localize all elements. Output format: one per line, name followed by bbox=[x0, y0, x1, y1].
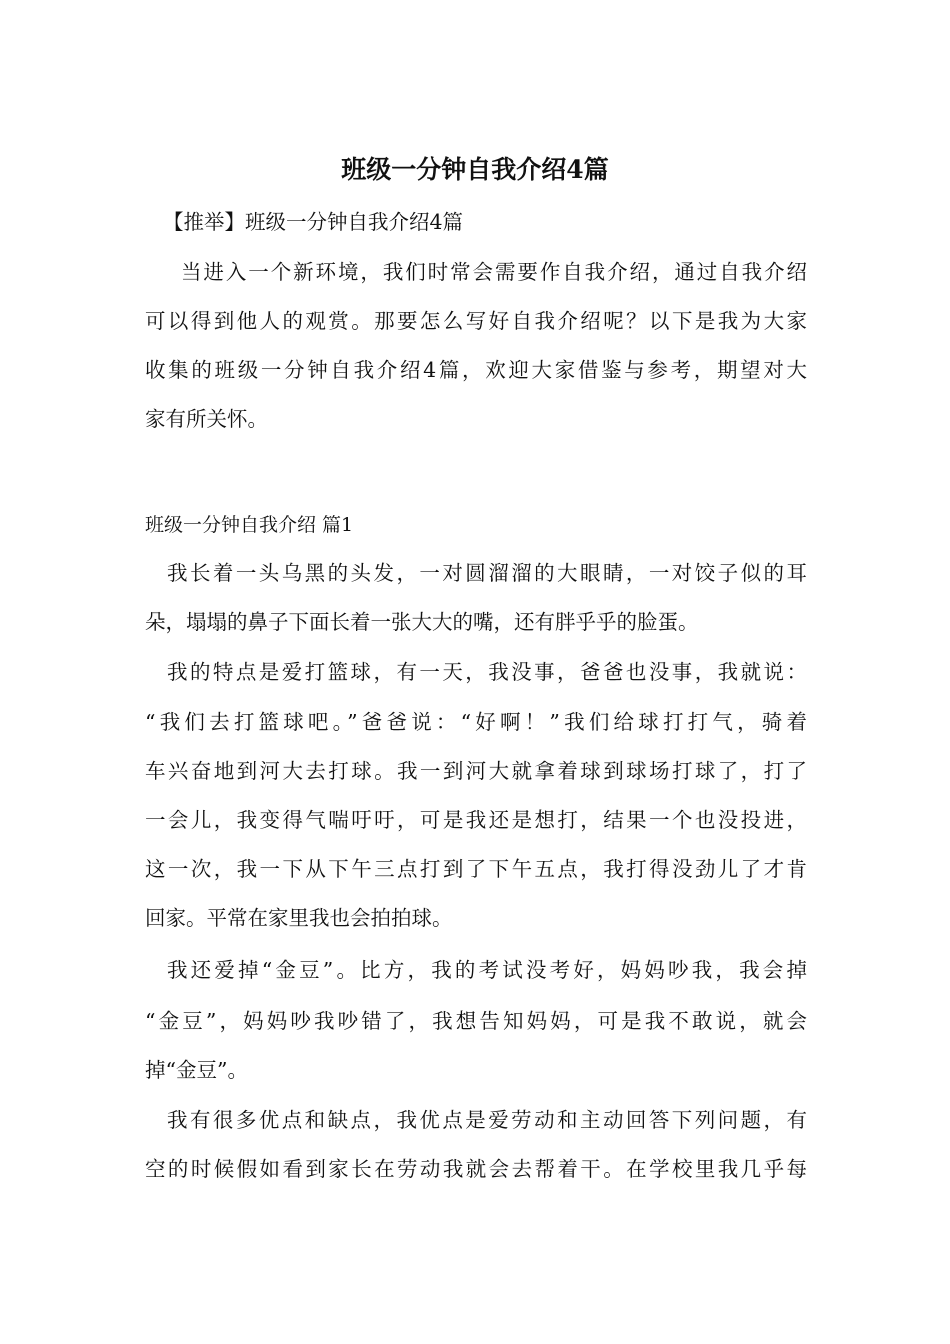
para2-line-1: 我的特点是爱打篮球，有一天，我没事，爸爸也没事，我就说： bbox=[167, 660, 807, 684]
para2-line-2: “我们去打篮球吧。”爸爸说：“好啊！”我们给球打打气，骑着 bbox=[145, 710, 807, 734]
para4-line-2: 空的时候假如看到家长在劳动我就会去帮着干。在学校里我几乎每 bbox=[145, 1157, 807, 1181]
section-heading: 班级一分钟自我介绍 篇1 bbox=[145, 514, 354, 536]
para2-line-6: 回家。平常在家里我也会拍拍球。 bbox=[145, 906, 453, 930]
para3-line-2: “金豆”，妈妈吵我吵错了，我想告知妈妈，可是我不敢说，就会 bbox=[145, 1009, 807, 1033]
para1-line-1: 我长着一头乌黑的头发，一对圆溜溜的大眼睛，一对饺子似的耳 bbox=[167, 561, 807, 585]
para2-line-5: 这一次，我一下从下午三点打到了下午五点，我打得没劲儿了才肯 bbox=[145, 857, 807, 881]
para4-line-1: 我有很多优点和缺点，我优点是爱劳动和主动回答下列问题，有 bbox=[167, 1108, 807, 1132]
para2-line-4: 一会儿，我变得气喘吁吁，可是我还是想打，结果一个也没投进， bbox=[145, 808, 807, 832]
recommend-line: 【推举】班级一分钟自我介绍4篇 bbox=[163, 210, 464, 234]
document-title: 班级一分钟自我介绍4篇 bbox=[341, 155, 609, 184]
para2-line-3: 车兴奋地到河大去打球。我一到河大就拿着球到球场打球了，打了 bbox=[145, 759, 807, 783]
intro-line-3: 收集的班级一分钟自我介绍4篇，欢迎大家借鉴与参考，期望对大 bbox=[145, 358, 807, 382]
intro-line-2: 可以得到他人的观赏。那要怎么写好自我介绍呢？以下是我为大家 bbox=[145, 309, 807, 333]
intro-line-4: 家有所关怀。 bbox=[145, 407, 268, 431]
para3-line-1: 我还爱掉“金豆”。比方，我的考试没考好，妈妈吵我，我会掉 bbox=[167, 958, 807, 982]
para1-line-2: 朵，塌塌的鼻子下面长着一张大大的嘴，还有胖乎乎的脸蛋。 bbox=[145, 610, 699, 634]
intro-line-1: 当进入一个新环境，我们时常会需要作自我介绍，通过自我介绍 bbox=[181, 260, 807, 284]
para3-line-3: 掉“金豆”。 bbox=[145, 1058, 248, 1082]
